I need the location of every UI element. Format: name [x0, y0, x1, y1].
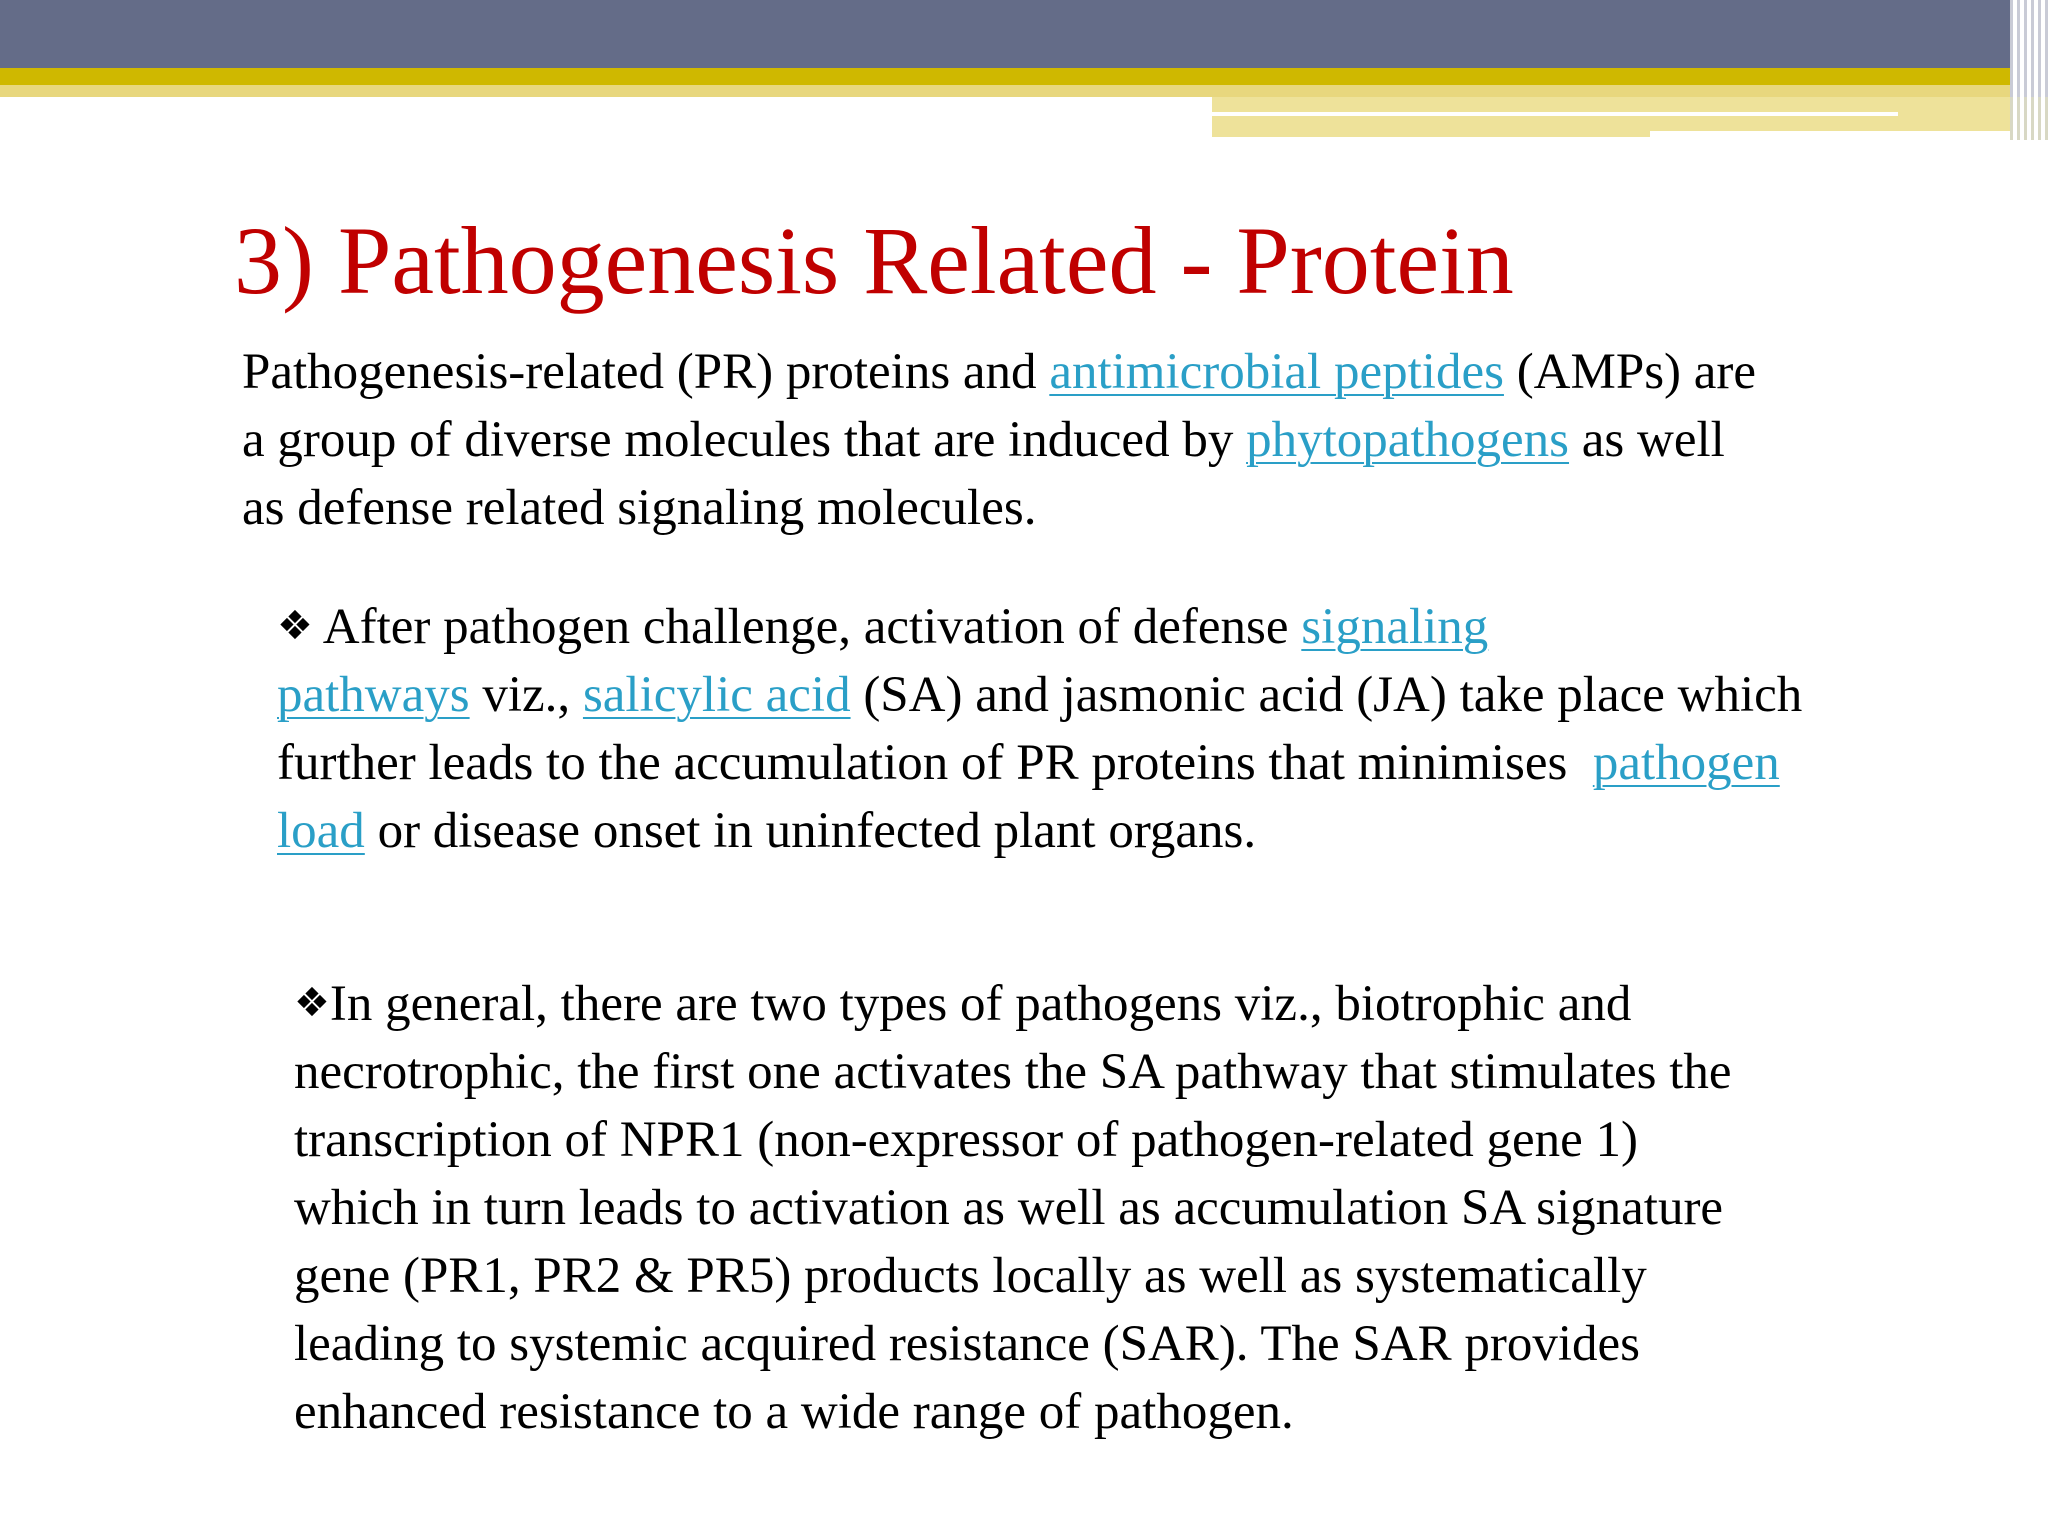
- bullet2-line-7: enhanced resistance to a wide range of pathogen.: [294, 1384, 1294, 1440]
- intro-text-3: a group of diverse molecules that are induced by: [242, 412, 1247, 468]
- intro-text-4: as well: [1569, 412, 1725, 468]
- header-bar: [0, 0, 2048, 68]
- intro-text-1: Pathogenesis-related (PR) proteins and: [242, 344, 1050, 400]
- link-phytopathogens[interactable]: phytopathogens: [1246, 412, 1570, 468]
- link-pathogen[interactable]: pathogen: [1592, 735, 1780, 791]
- link-signaling[interactable]: signaling: [1301, 599, 1489, 655]
- header-vertical-stripes-lower: [2010, 97, 2048, 140]
- header-accent-line: [1212, 112, 1898, 116]
- bullet-paragraph-2: [294, 969, 1994, 1446]
- header-gold-thin-stripe: [0, 85, 2010, 97]
- bullet2-line-5: gene (PR1, PR2 & PR5) products locally as well as systematically: [294, 1248, 1647, 1304]
- header-gold-stripe: [0, 68, 2010, 85]
- link-salicylic-acid[interactable]: salicylic acid: [582, 667, 851, 723]
- bullet2-line-4: which in turn leads to activation as well as accumulation SA signature: [294, 1180, 1724, 1236]
- bullet1-text-4: further leads to the accumulation of PR proteins that minimises: [277, 735, 1593, 791]
- bullet-diamond-icon: ❖: [294, 980, 330, 1026]
- bullet2-line-1: In general, there are two types of pathogens viz., biotrophic and: [329, 976, 1632, 1032]
- link-antimicrobial-peptides[interactable]: antimicrobial peptides: [1049, 344, 1504, 400]
- bullet2-line-2: necrotrophic, the first one activates the SA pathway that stimulates the: [294, 1044, 1732, 1100]
- bullet1-text-2: viz.,: [469, 667, 583, 723]
- bullet-paragraph-1: [277, 592, 1997, 865]
- intro-text-2: (AMPs) are: [1503, 344, 1757, 400]
- bullet1-text-1: After pathogen challenge, activation of defense: [312, 599, 1302, 655]
- bullet2-line-3: transcription of NPR1 (non-expressor of pathogen-related gene 1): [294, 1112, 1639, 1168]
- intro-text-5: as defense related signaling molecules.: [242, 480, 1037, 536]
- link-load[interactable]: load: [277, 803, 365, 859]
- bullet2-line-6: leading to systemic acquired resistance (SAR). The SAR provides: [294, 1316, 1641, 1372]
- bullet1-text-5: or disease onset in uninfected plant organs.: [364, 803, 1257, 859]
- bullet1-text-3: (SA) and jasmonic acid (JA) take place which: [850, 667, 1803, 723]
- slide-title: 3) Pathogenesis Related - Protein: [234, 207, 1514, 314]
- header-accent-line-short: [1650, 131, 2010, 137]
- link-pathways[interactable]: pathways: [277, 667, 470, 723]
- intro-paragraph: [242, 338, 1962, 542]
- bullet-diamond-icon: ❖: [277, 603, 313, 649]
